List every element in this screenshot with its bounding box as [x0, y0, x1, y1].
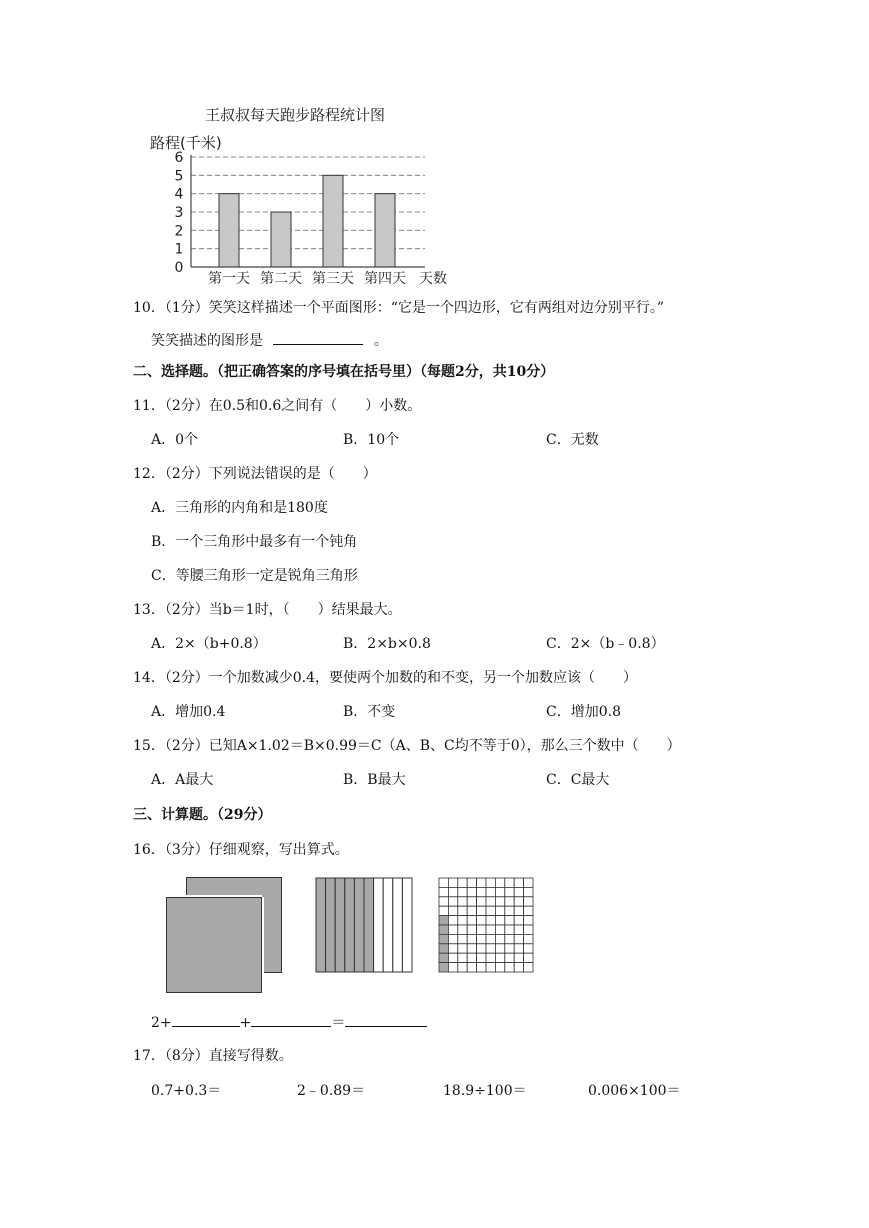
grid-cell: [439, 878, 448, 887]
grid-cell: [448, 878, 457, 887]
grid-cell: [495, 934, 504, 943]
grid-cell: [467, 906, 476, 915]
strip: [326, 878, 336, 972]
grid-cell: [439, 944, 448, 953]
x-tick-label: 第一天: [208, 271, 250, 287]
grid-cell: [514, 963, 523, 972]
q13-option-c: C．2×（b﹣0.8）: [546, 636, 665, 652]
grid-cell: [439, 887, 448, 896]
grid-cell: [467, 887, 476, 896]
grid-cell: [467, 953, 476, 962]
grid-cell: [458, 963, 467, 972]
grid-cell: [505, 944, 514, 953]
grid-cell: [486, 887, 495, 896]
chart-plot: [145, 100, 455, 290]
q16-figure-strips: [314, 876, 414, 976]
grid-cell: [486, 878, 495, 887]
grid-cell: [486, 963, 495, 972]
y-tick-label: 3: [174, 205, 184, 221]
grid-cell: [448, 897, 457, 906]
q17-stem: 17．（8分）直接写得数。: [133, 1048, 293, 1064]
grid-cell: [495, 925, 504, 934]
strip: [374, 878, 384, 972]
q17-item: 18.9÷100＝: [443, 1083, 527, 1099]
q12-stem: 12．（2分）下列说法错误的是（ ）: [133, 466, 377, 482]
grid-cell: [477, 963, 486, 972]
grid-cell: [524, 944, 533, 953]
grid-cell: [505, 916, 514, 925]
grid-cell: [448, 934, 457, 943]
grid-cell: [439, 934, 448, 943]
strip: [364, 878, 374, 972]
grid-cell: [477, 916, 486, 925]
grid-cell: [458, 925, 467, 934]
grid-cell: [486, 953, 495, 962]
grid-cell: [486, 934, 495, 943]
grid-cell: [514, 916, 523, 925]
grid-cell: [477, 887, 486, 896]
q10-suffix: 。: [373, 333, 388, 349]
q10-prefix: 笑笑描述的图形是: [151, 333, 263, 349]
grid-cell: [458, 887, 467, 896]
grid-cell: [477, 934, 486, 943]
q15-option-c: C．C最大: [546, 772, 610, 788]
bar: [323, 175, 343, 267]
grid-cell: [514, 944, 523, 953]
grid-cell: [486, 916, 495, 925]
grid-cell: [486, 906, 495, 915]
grid-cell: [524, 878, 533, 887]
grid-cell: [514, 887, 523, 896]
q11-option-b: B．10个: [343, 432, 400, 448]
q15-stem: 15．（2分）已知A×1.02＝B×0.99＝C（A、B、C均不等于0），那么三个数中（ ）: [133, 738, 681, 754]
grid-cell: [486, 925, 495, 934]
grid-cell: [514, 934, 523, 943]
grid-cell: [439, 925, 448, 934]
grid-cell: [524, 897, 533, 906]
grid-cell: [495, 963, 504, 972]
grid-cell: [467, 944, 476, 953]
grid-cell: [439, 953, 448, 962]
grid-cell: [495, 878, 504, 887]
q15-option-b: B．B最大: [343, 772, 406, 788]
grid-cell: [477, 878, 486, 887]
strip: [402, 878, 412, 972]
grid-cell: [477, 906, 486, 915]
y-tick-label: 5: [174, 168, 184, 185]
grid-cell: [505, 963, 514, 972]
grid-cell: [477, 953, 486, 962]
grid-cell: [505, 887, 514, 896]
chart-xlabel: 天数: [419, 271, 447, 287]
grid-cell: [477, 944, 486, 953]
q16-formula: [151, 1012, 427, 1033]
grid-cell: [495, 953, 504, 962]
section2-heading: 二、选择题。（把正确答案的序号填在括号里）（每题2分，共10分）: [133, 364, 555, 380]
grid-cell: [495, 916, 504, 925]
q16-equals: ＝: [331, 1015, 346, 1031]
grid-cell: [495, 906, 504, 915]
grid-cell: [458, 944, 467, 953]
grid-cell: [505, 878, 514, 887]
grid-cell: [448, 944, 457, 953]
grid-cell: [524, 925, 533, 934]
grid-cell: [439, 897, 448, 906]
q11-stem: 11．（2分）在0.5和0.6之间有（ ）小数。: [133, 398, 422, 414]
chart-ylabel: 路程(千米): [150, 134, 222, 152]
q12-option-a: A．三角形的内角和是180度: [151, 500, 328, 516]
grid-cell: [505, 925, 514, 934]
grid-cell: [458, 916, 467, 925]
strip: [354, 878, 364, 972]
grid-cell: [458, 906, 467, 915]
grid-cell: [458, 953, 467, 962]
grid-cell: [477, 925, 486, 934]
bar: [375, 194, 395, 267]
q10-line1: 10．（1分）笑笑这样描述一个平面图形：“它是一个四边形，它有两组对边分别平行。”: [133, 300, 665, 316]
grid-cell: [514, 897, 523, 906]
grid-cell: [448, 963, 457, 972]
q16-formula-start: 2+: [151, 1015, 172, 1031]
grid-cell: [439, 916, 448, 925]
grid-cell: [524, 953, 533, 962]
q14-option-a: A．增加0.4: [151, 704, 226, 720]
grid-cell: [439, 963, 448, 972]
q16-blank-3[interactable]: [345, 1012, 427, 1027]
q16-figure-whole-squares: [164, 875, 284, 995]
grid-cell: [514, 878, 523, 887]
y-tick-label: 6: [174, 150, 184, 166]
grid-cell: [524, 906, 533, 915]
grid-cell: [524, 963, 533, 972]
grid-cell: [448, 953, 457, 962]
q13-option-b: B．2×b×0.8: [343, 636, 431, 652]
grid-cell: [505, 934, 514, 943]
grid-cell: [439, 906, 448, 915]
x-tick-label: 第四天: [364, 271, 406, 287]
grid-cell: [448, 925, 457, 934]
strip: [345, 878, 355, 972]
y-tick-label: 0: [174, 260, 184, 276]
q12-option-c: C．等腰三角形一定是锐角三角形: [151, 568, 358, 584]
grid-cell: [477, 897, 486, 906]
strip: [335, 878, 345, 972]
y-tick-label: 1: [174, 241, 184, 258]
q11-option-a: A．0个: [151, 432, 199, 448]
strip: [393, 878, 403, 972]
q13-stem: 13．（2分）当b＝1时，（ ）结果最大。: [133, 602, 402, 618]
whole-square-front: [166, 897, 262, 993]
q12-option-b: B．一个三角形中最多有一个钝角: [151, 534, 358, 550]
grid-cell: [524, 916, 533, 925]
grid-cell: [467, 897, 476, 906]
q10-line2: [151, 330, 388, 351]
q17-item: 0.006×100＝: [588, 1083, 681, 1099]
grid-cell: [467, 925, 476, 934]
q17-item: 0.7+0.3＝: [151, 1083, 222, 1099]
bar: [219, 194, 239, 267]
q16-blank-2[interactable]: [251, 1012, 331, 1027]
q16-blank-1[interactable]: [172, 1012, 240, 1027]
grid-cell: [458, 897, 467, 906]
grid-cell: [467, 934, 476, 943]
strip: [316, 878, 326, 972]
grid-cell: [495, 897, 504, 906]
grid-cell: [505, 897, 514, 906]
grid-cell: [448, 906, 457, 915]
x-tick-label: 第二天: [260, 271, 302, 287]
section3-heading: 三、计算题。（29分）: [133, 807, 272, 823]
grid-cell: [505, 906, 514, 915]
grid-cell: [458, 934, 467, 943]
q10-answer-blank[interactable]: [273, 330, 363, 345]
grid-cell: [467, 963, 476, 972]
grid-cell: [495, 944, 504, 953]
bar-chart: [145, 100, 455, 290]
chart-title: 王叔叔每天跑步路程统计图: [205, 106, 386, 124]
grid-cell: [495, 887, 504, 896]
strip: [383, 878, 393, 972]
grid-cell: [486, 897, 495, 906]
grid-cell: [458, 878, 467, 887]
grid-cell: [467, 878, 476, 887]
grid-cell: [514, 925, 523, 934]
q15-option-a: A．A最大: [151, 772, 214, 788]
q11-option-c: C．无数: [546, 432, 599, 448]
x-tick-label: 第三天: [312, 271, 354, 287]
q13-option-a: A．2×（b+0.8）: [151, 636, 267, 652]
bar: [271, 212, 291, 267]
grid-cell: [448, 916, 457, 925]
grid-cell: [514, 953, 523, 962]
grid-cell: [505, 953, 514, 962]
q14-option-b: B．不变: [343, 704, 396, 720]
q17-item: 2﹣0.89＝: [297, 1083, 366, 1099]
grid-cell: [524, 887, 533, 896]
q14-stem: 14．（2分）一个加数减少0.4，要使两个加数的和不变，另一个加数应该（ ）: [133, 670, 637, 686]
grid-cell: [486, 944, 495, 953]
grid-cell: [467, 916, 476, 925]
q14-option-c: C．增加0.8: [546, 704, 621, 720]
grid-cell: [524, 934, 533, 943]
y-tick-label: 2: [174, 223, 184, 240]
q16-stem: 16．（3分）仔细观察，写出算式。: [133, 842, 349, 858]
grid-cell: [448, 887, 457, 896]
q16-plus: +: [239, 1015, 252, 1031]
q16-figure-grid: [437, 876, 537, 976]
grid-cell: [514, 906, 523, 915]
y-tick-label: 4: [174, 186, 184, 203]
